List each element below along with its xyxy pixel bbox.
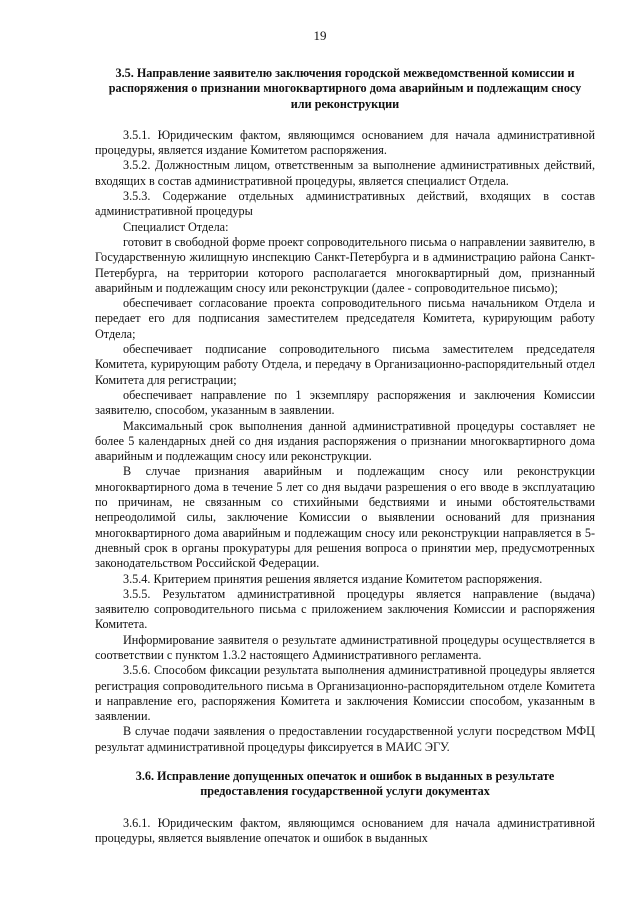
paragraph-approval: обеспечивает согласование проекта сопроводительного письма начальником Отдела и передает его для подписания заместителем председателя Комитета, курирующим работу Отдела; bbox=[95, 296, 595, 341]
paragraph-specialist: Специалист Отдела: bbox=[123, 219, 229, 234]
paragraph-informing: Информирование заявителя о результате административной процедуры осуществляется в соответствии с пунктом 1.3.2 настоящего Административного регламента. bbox=[95, 632, 595, 662]
section-3-6-heading: 3.6. Исправление допущенных опечаток и ошибок в выданных в результате предоставления государственной услуги документах bbox=[135, 769, 555, 799]
paragraph-prosecutor: В случае признания аварийным и подлежащим сносу или реконструкции многоквартирного дома в течение 5 лет со дня выдачи разрешения о его вводе в эксплуатацию по причинам, не связанным со стихийными бедствиями и иными обстоятельствами непреодолимой силы, заключение Комиссии о выявлении оснований для признания многоквартирного дома аварийным и подлежащим сносу или реконструкции направляется в 5-дневный срок в органы прокуратуры для решения вопроса о принятии мер, предусмотренных законодательством Российской Федерации. bbox=[95, 464, 595, 571]
paragraph-mfc: В случае подачи заявления о предоставлении государственной услуги посредством МФЦ результат административной процедуры фиксируется в МАИС ЭГУ. bbox=[95, 724, 595, 754]
section-3-5-heading: 3.5. Направление заявителю заключения городской межведомственной комиссии и распоряжения о признании многоквартирного дома аварийным и подлежащим сносу или реконструкции bbox=[108, 66, 582, 111]
paragraph-3-5-2: 3.5.2. Должностным лицом, ответственным за выполнение административных действий, входящих в состав административной процедуры, является специалист Отдела. bbox=[95, 158, 595, 188]
paragraph-3-6-1: 3.6.1. Юридическим фактом, являющимся основанием для начала административной процедуры, является выявление опечаток и ошибок в выданных bbox=[95, 815, 595, 845]
paragraph-3-5-1: 3.5.1. Юридическим фактом, являющимся основанием для начала административной процедуры, является издание Комитетом распоряжения. bbox=[95, 127, 595, 158]
paragraph-prepares-letter: готовит в свободной форме проект сопроводительного письма о направлении заявителю, в Государственную жилищную инспекцию Санкт-Петербурга и в администрацию района Санкт-Петербурга, на территории которого располагается многоквартирный дом, признанный аварийным и подлежащим сносу или реконструкции (далее - сопроводительное письмо); bbox=[95, 234, 595, 295]
paragraph-3-5-4: 3.5.4. Критерием принятия решения является издание Комитетом распоряжения. bbox=[123, 571, 543, 586]
paragraph-signing: обеспечивает подписание сопроводительного письма заместителем председателя Комитета, курирующим работу Отдела, и передачу в Организационно-распорядительный отдел Комитета для регистрации; bbox=[95, 342, 595, 387]
paragraph-sending: обеспечивает направление по 1 экземпляру распоряжения и заключения Комиссии заявителю, способом, указанным в заявлении. bbox=[95, 387, 595, 418]
paragraph-max-term: Максимальный срок выполнения данной административной процедуры составляет не более 5 календарных дней со дня издания распоряжения о признании многоквартирного дома аварийным и подлежащим сносу или реконструкции. bbox=[95, 418, 595, 464]
page-content bbox=[95, 66, 595, 846]
paragraph-3-5-3: 3.5.3. Содержание отдельных административных действий, входящих в состав административной процедуры bbox=[95, 189, 595, 219]
paragraph-3-5-5: 3.5.5. Результатом административной процедуры является направление (выдача) заявителю сопроводительного письма с приложением заключения Комиссии и распоряжения Комитета. bbox=[95, 586, 595, 632]
page-number: 19 bbox=[313, 28, 327, 43]
paragraph-3-5-6: 3.5.6. Способом фиксации результата выполнения административной процедуры является регистрация сопроводительного письма в Организационно-распорядительном отделе Комитета и направление его, распоряжения Комитета и заключения Комиссии способом, указанным в заявлении. bbox=[95, 663, 595, 724]
